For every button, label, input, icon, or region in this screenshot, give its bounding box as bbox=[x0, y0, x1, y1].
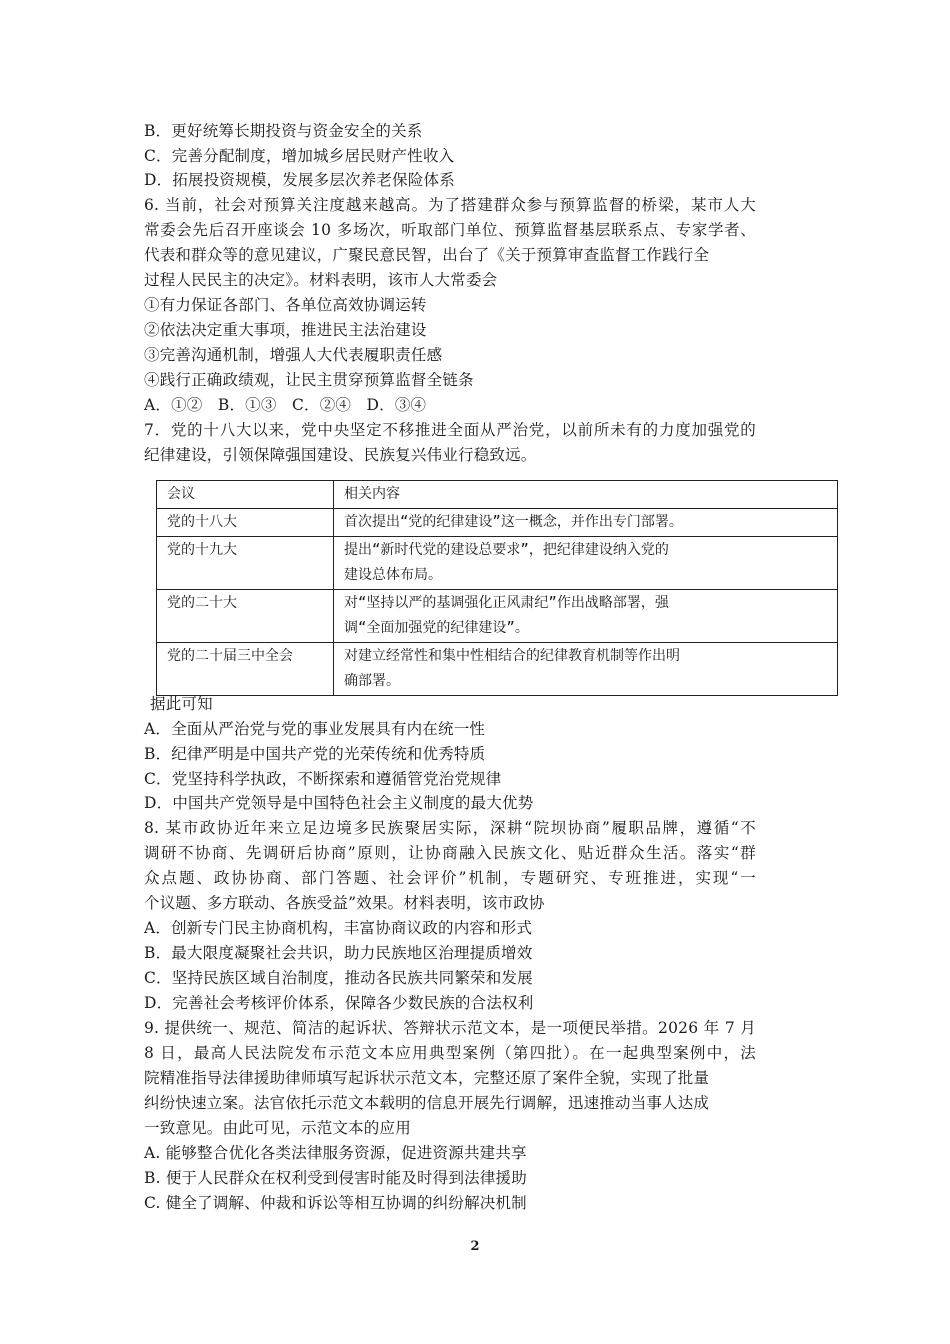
q9-option-b: B. 便于人民群众在权利受到侵害时能及时得到法律援助 bbox=[144, 1169, 527, 1187]
q7-option-a: A．全面从严治党与党的事业发展具有内在统一性 bbox=[144, 720, 486, 738]
table-cell-content bbox=[334, 509, 838, 537]
q8-option-d: D．完善社会考核评价体系，保障各少数民族的合法权利 bbox=[144, 994, 534, 1012]
table-cell-content bbox=[334, 590, 838, 643]
table-cell-line: 提出“新时代党的建设总要求”，把纪律建设纳入党的 bbox=[344, 542, 669, 558]
table-cell-line: 建设总体布局。 bbox=[344, 567, 442, 583]
q6-options: A．①② B．①③ C．②④ D．③④ bbox=[144, 396, 427, 414]
q7-option-c: C．党坚持科学执政，不断探索和遵循管党治党规律 bbox=[144, 770, 502, 788]
q7-stem-line-2: 纪律建设，引领保障强国建设、民族复兴伟业行稳致远。 bbox=[144, 446, 537, 464]
table-cell-line: 对建立经常性和集中性相结合的纪律教育机制等作出明 bbox=[344, 648, 680, 664]
table-row bbox=[157, 643, 838, 696]
table-header-meeting: 会议 bbox=[157, 481, 334, 509]
table-cell-line: 调“全面加强党的纪律建设”。 bbox=[344, 620, 529, 636]
table-cell-meeting: 党的十九大 bbox=[157, 537, 334, 590]
q6-item-1: ①有力保证各部门、各单位高效协调运转 bbox=[144, 296, 427, 314]
q5-option-d: D．拓展投资规模，发展多层次养老保险体系 bbox=[144, 171, 455, 189]
table-cell-content bbox=[334, 537, 838, 590]
q5-option-b: B．更好统筹长期投资与资金安全的关系 bbox=[144, 122, 423, 140]
table-cell-meeting: 党的二十届三中全会 bbox=[157, 643, 334, 696]
q6-stem-line-1: 6. 当前，社会对预算关注度越来越高。为了搭建群众参与预算监督的桥梁，某市人大 bbox=[144, 196, 756, 214]
q9-stem-line-1: 9. 提供统一、规范、简洁的起诉状、答辩状示范文本，是一项便民举措。2026 年 7 月 bbox=[144, 1019, 756, 1037]
q8-stem-line-4: 个议题、多方联动、各族受益”效果。材料表明，该市政协 bbox=[144, 894, 545, 912]
table-row bbox=[157, 509, 838, 537]
table-row bbox=[157, 590, 838, 643]
table-cell-meeting: 党的十八大 bbox=[157, 509, 334, 537]
table-header-content: 相关内容 bbox=[334, 481, 838, 509]
q6-stem-line-3: 代表和群众等的意见建议，广聚民意民智，出台了《关于预算审查监督工作践行全 bbox=[144, 246, 710, 264]
q9-stem-line-4: 纠纷快速立案。法官依托示范文本载明的信息开展先行调解，迅速推动当事人达成 bbox=[144, 1094, 710, 1112]
q6-item-4: ④践行正确政绩观，让民主贯穿预算监督全链条 bbox=[144, 371, 474, 389]
q6-item-2: ②依法决定重大事项，推进民主法治建设 bbox=[144, 321, 427, 339]
table-row bbox=[157, 537, 838, 590]
q6-stem-line-2: 常委会先后召开座谈会 10 多场次，听取部门单位、预算监督基层联系点、专家学者、 bbox=[144, 221, 756, 239]
table-header-row bbox=[157, 481, 838, 509]
q8-stem-line-3: 众点题、政协协商、部门答题、社会评价”机制，专题研究、专班推进，实现“一 bbox=[144, 869, 756, 887]
table-cell-line: 首次提出“党的纪律建设”这一概念，并作出专门部署。 bbox=[344, 514, 683, 530]
discipline-table bbox=[156, 480, 838, 696]
q8-option-c: C．坚持民族区域自治制度，推动各民族共同繁荣和发展 bbox=[144, 969, 533, 987]
q9-stem-line-5: 一致意见。由此可见，示范文本的应用 bbox=[144, 1119, 411, 1137]
q8-stem-line-1: 8. 某市政协近年来立足边境多民族聚居实际，深耕“院坝协商”履职品牌，遵循“不 bbox=[144, 819, 756, 837]
q9-stem-line-2: 8 日，最高人民法院发布示范文本应用典型案例（第四批）。在一起典型案例中，法 bbox=[144, 1044, 756, 1062]
q7-stem-tail: 据此可知 bbox=[150, 695, 213, 713]
table-cell-content bbox=[334, 643, 838, 696]
q9-option-c: C. 健全了调解、仲裁和诉讼等相互协调的纠纷解决机制 bbox=[144, 1194, 527, 1212]
table-cell-line: 对“坚持以严的基调强化正风肃纪”作出战略部署，强 bbox=[344, 595, 669, 611]
q6-item-3: ③完善沟通机制，增强人大代表履职责任感 bbox=[144, 346, 443, 364]
q9-stem-line-3: 院精准指导法律援助律师填写起诉状示范文本，完整还原了案件全貌，实现了批量 bbox=[144, 1069, 710, 1087]
q8-stem-line-2: 调研不协商、先调研后协商”原则，让协商融入民族文化、贴近群众生活。落实“群 bbox=[144, 844, 756, 862]
q7-stem-line-1: 7．党的十八大以来，党中央坚定不移推进全面从严治党，以前所未有的力度加强党的 bbox=[144, 421, 756, 439]
q5-option-c: C．完善分配制度，增加城乡居民财产性收入 bbox=[144, 147, 455, 165]
q8-option-a: A．创新专门民主协商机构，丰富协商议政的内容和形式 bbox=[144, 919, 533, 937]
q6-stem-line-4: 过程人民民主的决定》。材料表明，该市人大常委会 bbox=[144, 271, 498, 289]
q7-option-b: B．纪律严明是中国共产党的光荣传统和优秀特质 bbox=[144, 745, 486, 763]
page-number: 2 bbox=[470, 1239, 480, 1254]
table-cell-meeting: 党的二十大 bbox=[157, 590, 334, 643]
q9-option-a: A. 能够整合优化各类法律服务资源，促进资源共建共享 bbox=[144, 1144, 527, 1162]
table-cell-line: 确部署。 bbox=[344, 673, 400, 689]
q8-option-b: B．最大限度凝聚社会共识，助力民族地区治理提质增效 bbox=[144, 944, 533, 962]
q7-option-d: D．中国共产党领导是中国特色社会主义制度的最大优势 bbox=[144, 794, 534, 812]
